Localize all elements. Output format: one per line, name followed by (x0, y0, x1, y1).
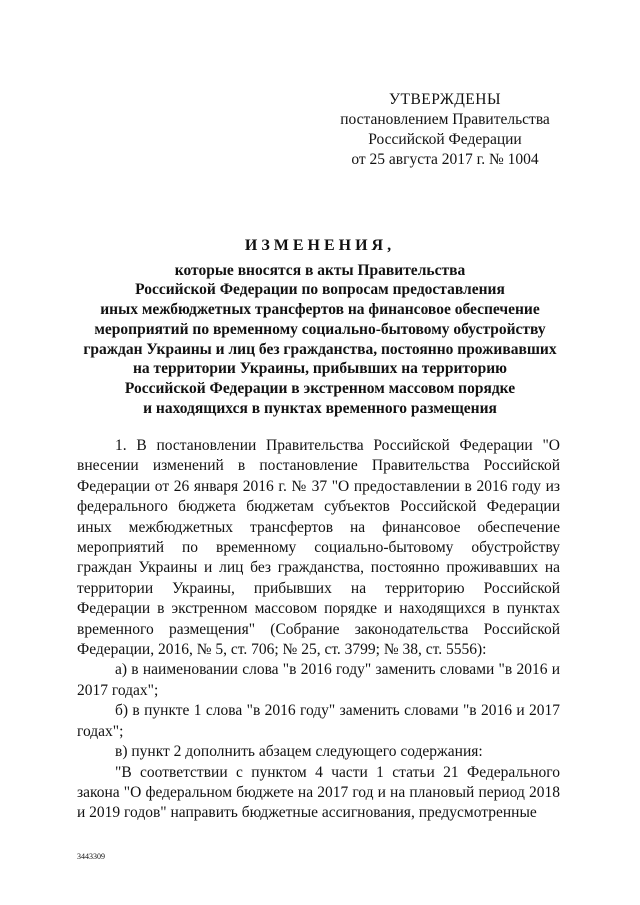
heading-line: Российской Федерации в экстренном массовом порядке (124, 379, 516, 397)
heading-line: и находящихся в пунктах временного размещения (143, 399, 497, 417)
approval-date-number: от 25 августа 2017 г. № 1004 (351, 151, 539, 168)
document-heading (60, 236, 580, 418)
approval-line: Российской Федерации (368, 131, 522, 148)
heading-line: Российской Федерации по вопросам предоставления (135, 281, 505, 299)
heading-title: ИЗМЕНЕНИЯ, (244, 237, 396, 254)
body-paragraph: б) в пункте 1 слова "в 2016 году" заменить словами "в 2016 и 2017 годах"; (77, 702, 560, 740)
heading-line: на территории Украины, прибывших на территорию (133, 360, 507, 378)
body-paragraph: а) в наименовании слова "в 2016 году" заменить словами "в 2016 и 2017 годах"; (77, 661, 560, 699)
document-body (77, 436, 560, 824)
heading-line: граждан Украины и лиц без гражданства, постоянно проживавших (83, 340, 557, 358)
approval-line: постановлением Правительства (340, 111, 550, 128)
approval-title: УТВЕРЖДЕНЫ (389, 91, 501, 108)
body-paragraph: в) пункт 2 дополнить абзацем следующего содержания: (115, 743, 483, 761)
body-paragraph: 1. В постановлении Правительства Российской Федерации "О внесении изменений в постановление Правительства Российской Федерации от 26 января 2016 г. № 37 "О предоставлении в 2016 году из федерального бюджета бюджетам субъектов Российской Федерации иных межбюджетных трансфертов на финансовое обеспечение мероприятий по временному социально-бытовому обустройству граждан Украины и лиц без гражданства, постоянно проживавших на территории Украины, прибывших на территорию Российской Федерации в экстренном массовом порядке и находящихся в пунктах временного размещения" (Собрание законодательства Российской Федерации, 2016, № 5, ст. 706; № 25, ст. 3799; № 38, ст. 5556): (77, 437, 560, 659)
body-paragraph: "В соответствии с пунктом 4 части 1 статьи 21 Федерального закона "О федеральном бюджете на 2017 год и на плановый период 2018 и 2019 годов" направить бюджетные ассигнования, предусмотренные (77, 763, 560, 822)
heading-line: иных межбюджетных трансфертов на финансовое обеспечение (100, 301, 540, 319)
heading-line: которые вносятся в акты Правительства (174, 261, 466, 279)
document-number: 3443309 (77, 852, 105, 861)
heading-line: мероприятий по временному социально-бытовому обустройству (94, 320, 546, 338)
approval-block (320, 90, 570, 170)
